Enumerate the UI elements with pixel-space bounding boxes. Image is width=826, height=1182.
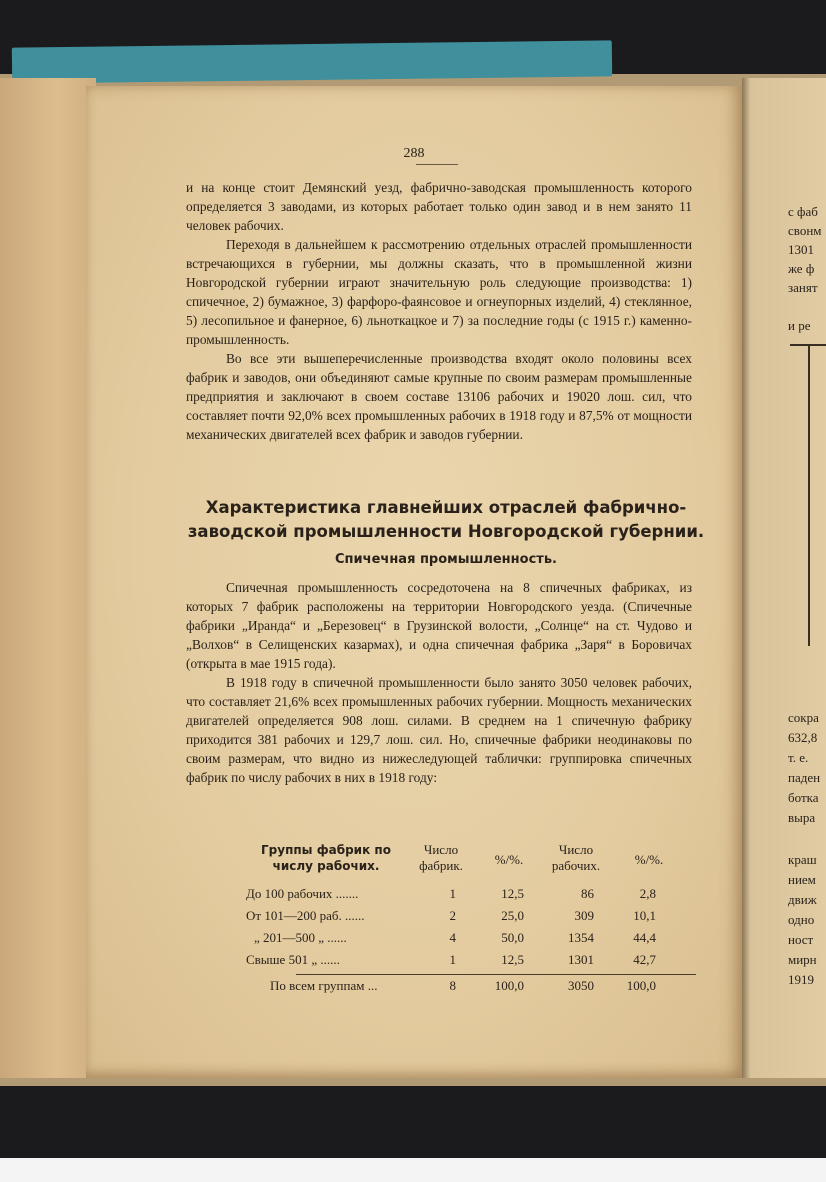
total-label: По всем группам ... [270, 978, 378, 993]
row-label: „ 201—500 „ ...... [254, 930, 347, 945]
facing-page-text: с фаб [788, 204, 818, 219]
table-total-row [236, 978, 676, 1000]
page-number: 288 [403, 146, 425, 161]
facing-page-text: 1919 [788, 972, 814, 987]
table-row [236, 886, 676, 908]
facing-page-text: 632,8 [788, 730, 818, 745]
facing-page-text: ботка [788, 790, 819, 805]
paragraph-3: Во все эти вышеперечисленные производства входят около половины всех фабрик и заводов, они объединяют самые крупные по своим размерам промышленные предприятия и заключают в своем составе 13106 рабочих и 19020 лош. сил, что составляет почти 92,0% всех промышленных рабочих в 1918 году и 87,5% от мощности механических двигателей всех фабрик и заводов губернии. [186, 351, 692, 442]
row-label: Свыше 501 „ ...... [246, 952, 340, 967]
section-subheading: Спичечная промышленность. [335, 552, 557, 567]
table-header-workers: Число рабочих. [551, 842, 601, 873]
facing-page [742, 78, 826, 1078]
row-pct-factories: 12,5 [501, 886, 524, 901]
row-label: До 100 рабочих ....... [246, 886, 359, 901]
table-header-factories: Число фабрик. [419, 842, 463, 873]
facing-page-text: движ [788, 892, 817, 907]
row-factories: 1 [449, 952, 456, 967]
table-row [236, 952, 676, 974]
facing-page-text: же ф [788, 261, 815, 276]
facing-page-text: нием [788, 872, 816, 887]
facing-page-text: краш [788, 852, 817, 867]
cover-cloth-edge [12, 40, 612, 83]
left-page-edge [0, 78, 96, 1078]
table-row [236, 908, 676, 930]
facing-page-table-line [808, 346, 810, 646]
facing-page-text: мирн [788, 952, 817, 967]
facing-page-text: свонм [788, 223, 822, 238]
page-number-rule [416, 164, 458, 165]
row-factories: 4 [449, 930, 456, 945]
paragraph-5: В 1918 году в спичечной промышленности было занято 3050 человек рабочих, что составляет 21,6% всех промышленных рабочих губернии. Мощность механических двигателей определяется 908 лош. силами. В среднем на 1 спичечную фабрику приходится 381 рабочих и 129,7 лош. сил. Но, спичечные фабрики неодинаковы по своим размерам, что видно из нижеследующей таблички: группировка спичечных фабрик по числу рабочих в них в 1918 году: [186, 675, 692, 785]
facing-page-text: выра [788, 810, 816, 825]
row-pct-workers: 10,1 [633, 908, 656, 923]
facing-page-text: сокра [788, 710, 819, 725]
row-factories: 1 [449, 886, 456, 901]
row-pct-workers: 42,7 [633, 952, 656, 967]
section-heading: Характеристика главнейших отраслей фабрично-заводской промышленности Новгородской губернии. [187, 498, 705, 541]
table-row [236, 930, 676, 952]
facing-page-text: ност [788, 932, 814, 947]
facing-page-text: одно [788, 912, 815, 927]
table-header-pct-factories: %/%. [494, 852, 524, 867]
intro-text [186, 178, 692, 444]
row-workers: 1301 [568, 952, 594, 967]
row-workers: 1354 [568, 930, 594, 945]
row-factories: 2 [449, 908, 456, 923]
total-pct-workers: 100,0 [626, 978, 656, 993]
row-pct-workers: 2,8 [639, 886, 656, 901]
facing-page-text: паден [788, 770, 821, 785]
total-workers: 3050 [568, 978, 594, 993]
row-pct-factories: 12,5 [501, 952, 524, 967]
table-header-pct-workers: %/%. [634, 852, 664, 867]
row-pct-factories: 50,0 [501, 930, 524, 945]
facing-page-text: и ре [788, 318, 811, 333]
match-industry-text [186, 578, 692, 787]
facing-page-text: занят [788, 280, 818, 295]
row-label: От 101—200 раб. ...... [246, 908, 365, 923]
table-total-rule [296, 974, 696, 975]
scan-bottom-margin [0, 1158, 826, 1182]
table-header-groups: Группы фабрик по числу рабочих. [261, 843, 391, 873]
total-factories: 8 [449, 978, 456, 993]
row-workers: 309 [574, 908, 594, 923]
facing-page-text: 1301 [788, 242, 814, 257]
row-workers: 86 [581, 886, 594, 901]
row-pct-factories: 25,0 [501, 908, 524, 923]
paragraph-1: и на конце стоит Демянский уезд, фабрично-заводская промышленность которого определяется 3 заводами, из которых работает только один завод и в нем занято 11 человек рабочих. [186, 180, 692, 233]
facing-page-text: т. е. [788, 750, 809, 765]
row-pct-workers: 44,4 [633, 930, 656, 945]
total-pct-factories: 100,0 [494, 978, 524, 993]
paragraph-2: Переходя в дальнейшем к рассмотрению отдельных отраслей промышленности встречающихся в губернии, мы должны сказать, что в промышленной жизни Новгородской губернии играют значительную роль следующие производства: 1) спичечное, 2) бумажное, 3) фарфоро-фаянсовое и огнеупорных изделий, 4) стеклянное, 5) лесопильное и фанерное, 6) льноткацкое и 7) за последние годы (с 1915 г.) каменно-промышленность. [186, 237, 692, 347]
book-page [86, 86, 742, 1078]
paragraph-4: Спичечная промышленность сосредоточена на 8 спичечных фабриках, из которых 7 фабрик расположены на территории Новгородского уезда. (Спичечные фабрики „Иранда“ и „Березовец“ в Грузинской волости, „Солнце“ на ст. Чудово и „Волхов“ в Селищенских казармах), и одна спичечная фабрика „Заря“ в Боровичах (открыта в мае 1915 года). [186, 580, 692, 671]
